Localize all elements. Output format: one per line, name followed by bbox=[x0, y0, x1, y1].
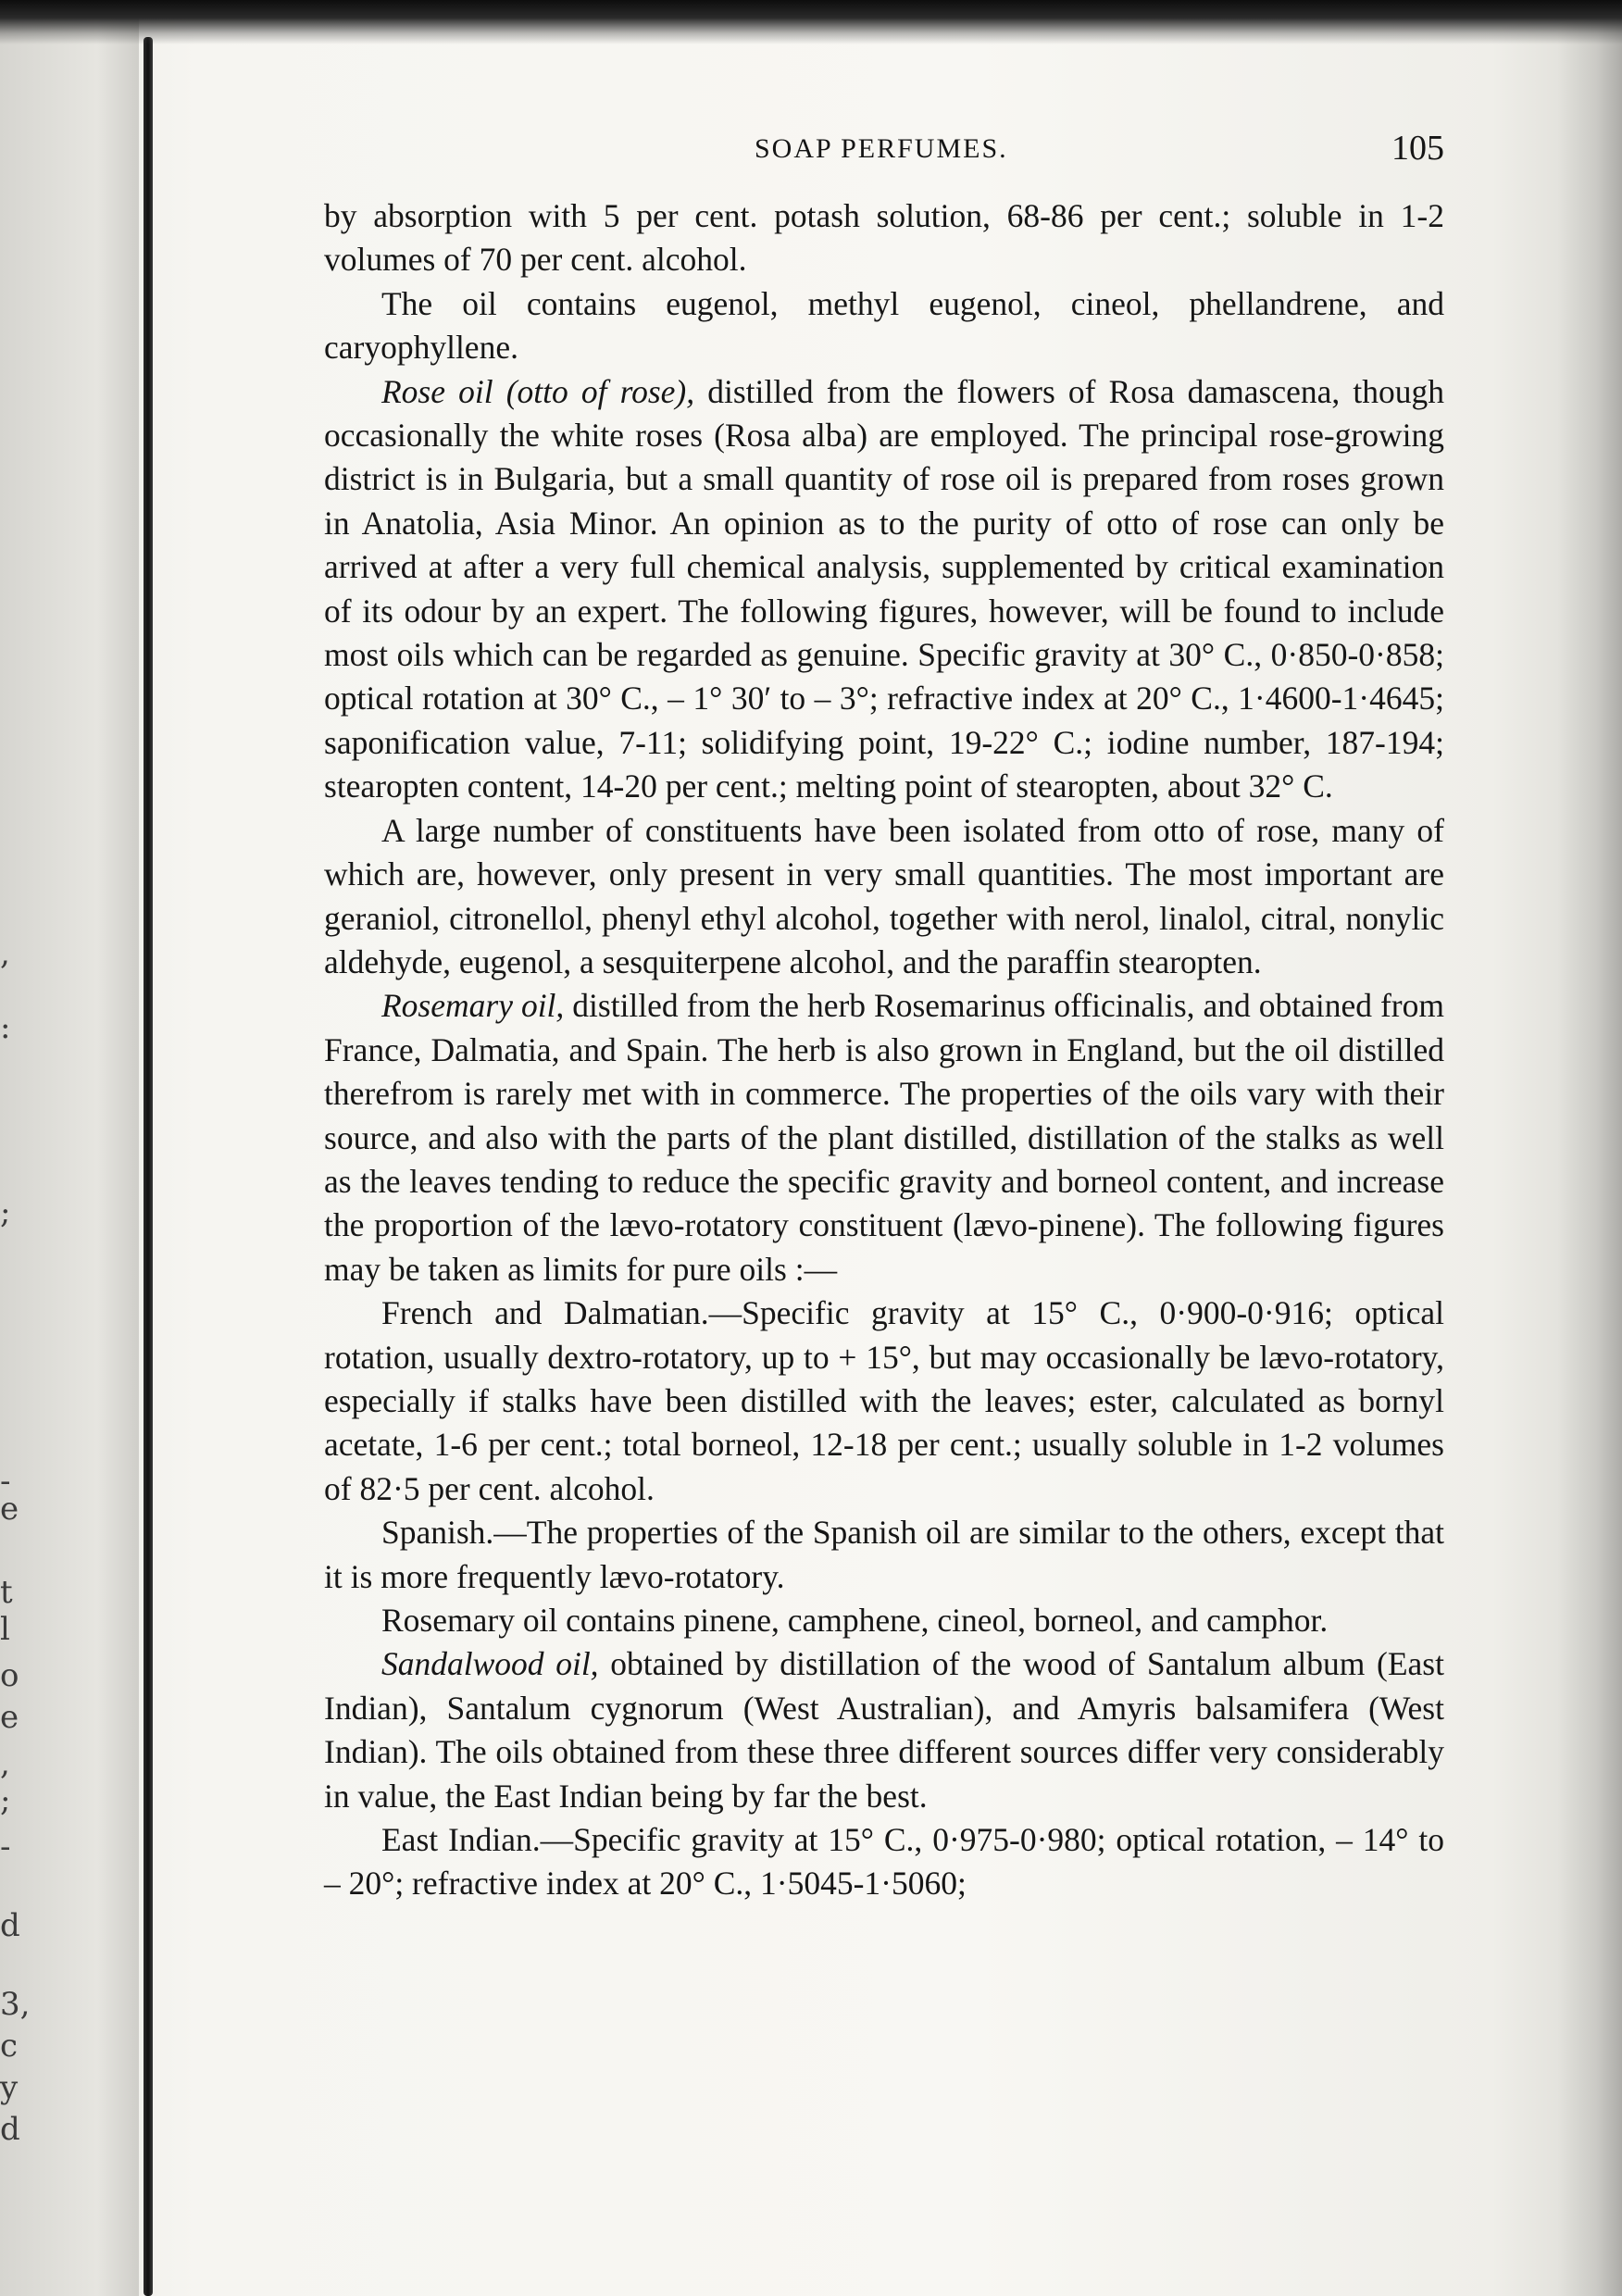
bleed-char: : bbox=[0, 1009, 11, 1046]
bleed-char: , bbox=[0, 935, 10, 972]
page-edge-shadow bbox=[1557, 0, 1622, 2296]
bleed-char: 3, bbox=[0, 1986, 31, 2023]
paragraph bbox=[324, 282, 1444, 370]
paragraph-text: French and Dalmatian.—Specific gravity at 15° C., 0·900-0·916; optical rotation, usually dextro-rotatory, up to + 15°, but may occasionally be lævo-rotatory, especially if stalks have been distilled with the leaves; ester, calculated as bornyl acetate, 1-6 per cent.; total borneol, 12-18 per cent.; usually soluble in 1-2 volumes of 82·5 per cent. alcohol. bbox=[324, 1294, 1444, 1507]
bleed-char: - bbox=[0, 1463, 11, 1500]
running-title: SOAP PERFUMES. bbox=[755, 133, 1008, 164]
bleed-char: y bbox=[0, 2069, 19, 2106]
paragraph bbox=[324, 1642, 1444, 1818]
bleed-char: e bbox=[0, 1699, 19, 1736]
paragraph-text: obtained by distillation of the wood of Santalum album (East Indian), Santalum cygnorum (West Australian), and Amyris balsamifera (West Indian). The oils obtained from these three different sources differ very considerably in value, the East Indian being by far the best. bbox=[324, 1645, 1444, 1815]
paragraph bbox=[324, 984, 1444, 1292]
paragraph-lead: Sandalwood oil, bbox=[381, 1645, 599, 1683]
paragraph-text: distilled from the herb Rosemarinus officinalis, and obtained from France, Dalmatia, and Spain. The herb is also grown in England, but the oil distilled therefrom is rarely met with in commerce. The properties of the oils vary with their source, and also with the parts of the plant distilled, distillation of the stalks as well as the leaves tending to reduce the specific gravity and borneol content, and increase the proportion of the lævo-rotatory constituent (lævo-pinene). The following figures may be taken as limits for pure oils :— bbox=[324, 987, 1444, 1288]
paragraph-lead: Rosemary oil, bbox=[381, 987, 565, 1025]
scan-top-shadow bbox=[0, 0, 1622, 44]
bleed-char: , bbox=[0, 1745, 10, 1782]
page-header bbox=[324, 128, 1444, 174]
paragraph bbox=[324, 809, 1444, 985]
paragraph-text: Rosemary oil contains pinene, camphene, cineol, borneol, and camphor. bbox=[381, 1602, 1329, 1639]
bleed-char: c bbox=[0, 2028, 19, 2065]
facing-page-edge bbox=[0, 0, 139, 2296]
paragraph-lead: Rose oil (otto of rose), bbox=[381, 372, 695, 410]
bleed-char: t bbox=[0, 1574, 13, 1611]
bleed-char: ; bbox=[0, 1194, 11, 1231]
paragraph bbox=[324, 1818, 1444, 1906]
bleed-char: - bbox=[0, 1828, 11, 1866]
bleed-char: o bbox=[0, 1657, 19, 1694]
paragraph-text: Spanish.—The properties of the Spanish oil are similar to the others, except that it is more frequently lævo-rotatory. bbox=[324, 1514, 1444, 1595]
bleed-char: d bbox=[0, 2111, 20, 2148]
paragraph-text: The oil contains eugenol, methyl eugenol, cineol, phellandrene, and caryophyllene. bbox=[324, 284, 1444, 367]
book-binding bbox=[143, 37, 153, 2296]
paragraph bbox=[324, 370, 1444, 809]
paragraph-text: distilled from the flowers of Rosa damascena, though occasionally the white roses (Rosa alba) are employed. The principal rose-growing district is in Bulgaria, but a small quantity of rose oil is prepared from roses grown in Anatolia, Asia Minor. An opinion as to the purity of otto of rose can only be arrived at after a very full chemical analysis, supplemented by critical examination of its odour by an expert. The following figures, however, will be found to include most oils which can be regarded as genuine. Specific gravity at 30° C., 0·850-0·858; optical rotation at 30° C., – 1° 30′ to – 3°; refractive index at 20° C., 1·4600-1·4645; saponification value, 7-11; solidifying point, 19-22° C.; iodine number, 187-194; stearopten content, 14-20 per cent.; melting point of stearopten, about 32° C. bbox=[324, 372, 1444, 805]
paragraph-text: East Indian.—Specific gravity at 15° C., 0·975-0·980; optical rotation, – 14° to – 20°; refractive index at 20° C., 1·5045-1·5060; bbox=[324, 1821, 1444, 1903]
body-text bbox=[324, 194, 1444, 1906]
paragraph bbox=[324, 1599, 1444, 1642]
page-number: 105 bbox=[1391, 129, 1444, 168]
paragraph bbox=[324, 1292, 1444, 1511]
bleed-char: e bbox=[0, 1491, 19, 1528]
bleed-char: ; bbox=[0, 1782, 11, 1819]
paragraph bbox=[324, 1511, 1444, 1599]
paragraph-text: A large number of constituents have been isolated from otto of rose, many of which are, however, only present in very small quantities. The most important are geraniol, citronellol, phenyl ethyl alcohol, together with nerol, linalol, citral, nonylic aldehyde, eugenol, a sesquiterpene alcohol, and the paraffin stearopten. bbox=[324, 811, 1444, 980]
bleed-char: l bbox=[0, 1611, 10, 1648]
paragraph-text: by absorption with 5 per cent. potash solution, 68-86 per cent.; soluble in 1-2 volumes of 70 per cent. alcohol. bbox=[324, 197, 1444, 279]
bleed-char: d bbox=[0, 1907, 20, 1944]
paragraph bbox=[324, 194, 1444, 282]
